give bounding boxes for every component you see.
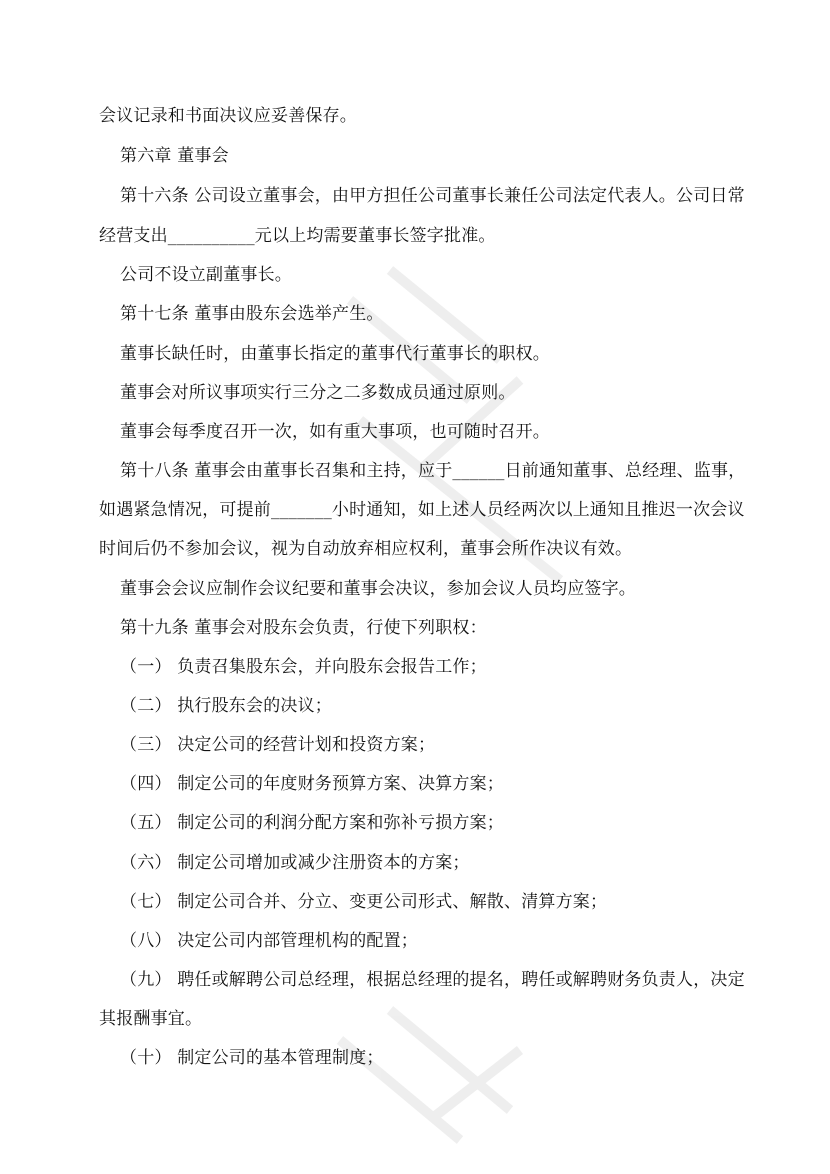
chapter-heading: 第六章 董事会 — [120, 146, 229, 166]
list-item-8: （八） 决定公司内部管理机构的配置； — [120, 931, 419, 951]
list-item-1: （一） 负责召集股东会，并向股东会报告工作； — [120, 657, 487, 677]
article-19: 第十九条 董事会对股东会负责，行使下列职权： — [120, 618, 487, 638]
article-18-line-3: 时间后仍不参加会议，视为自动放弃相应权利，董事会所作决议有效。 — [99, 539, 633, 559]
text-line-5: 公司不设立副董事长。 — [120, 265, 292, 285]
list-item-2: （二） 执行股东会的决议； — [120, 696, 333, 716]
article-17: 第十七条 董事由股东会选举产生。 — [120, 304, 384, 324]
list-item-9-line-1: （九） 聘任或解聘公司总经理，根据总经理的提名，聘任或解聘财务负责人，决定 — [120, 970, 745, 990]
list-item-5: （五） 制定公司的利润分配方案和弥补亏损方案； — [120, 813, 505, 833]
list-item-7: （七） 制定公司合并、分立、变更公司形式、解散、清算方案； — [120, 892, 608, 912]
article-18-line-1: 第十八条 董事会由董事长召集和主持，应于______日前通知董事、总经理、监事， — [120, 461, 746, 481]
text-line-7: 董事长缺任时，由董事长指定的董事代行董事长的职权。 — [120, 344, 550, 364]
text-line-8: 董事会对所议事项实行三分之二多数成员通过原则。 — [120, 383, 516, 403]
text-line-9: 董事会每季度召开一次，如有重大事项，也可随时召开。 — [120, 422, 550, 442]
list-item-10: （十） 制定公司的基本管理制度； — [120, 1048, 384, 1068]
list-item-4: （四） 制定公司的年度财务预算方案、决算方案； — [120, 774, 505, 794]
list-item-9-line-2: 其报酬事宜。 — [99, 1009, 203, 1029]
article-16-line-1: 第十六条 公司设立董事会，由甲方担任公司董事长兼任公司法定代表人。公司日常 — [120, 186, 745, 206]
text-line-13: 董事会会议应制作会议纪要和董事会决议，参加会议人员均应签字。 — [120, 579, 636, 599]
watermark-mark-lower — [340, 1010, 520, 1140]
text-line-1: 会议记录和书面决议应妥善保存。 — [99, 106, 357, 126]
list-item-6: （六） 制定公司增加或减少注册资本的方案； — [120, 853, 470, 873]
article-16-line-2: 经营支出__________元以上均需要董事长签字批准。 — [99, 226, 496, 246]
list-item-3: （三） 决定公司的经营计划和投资方案； — [120, 735, 436, 755]
article-18-line-2: 如遇紧急情况，可提前_______小时通知，如上述人员经两次以上通知且推迟一次会议 — [99, 500, 745, 520]
